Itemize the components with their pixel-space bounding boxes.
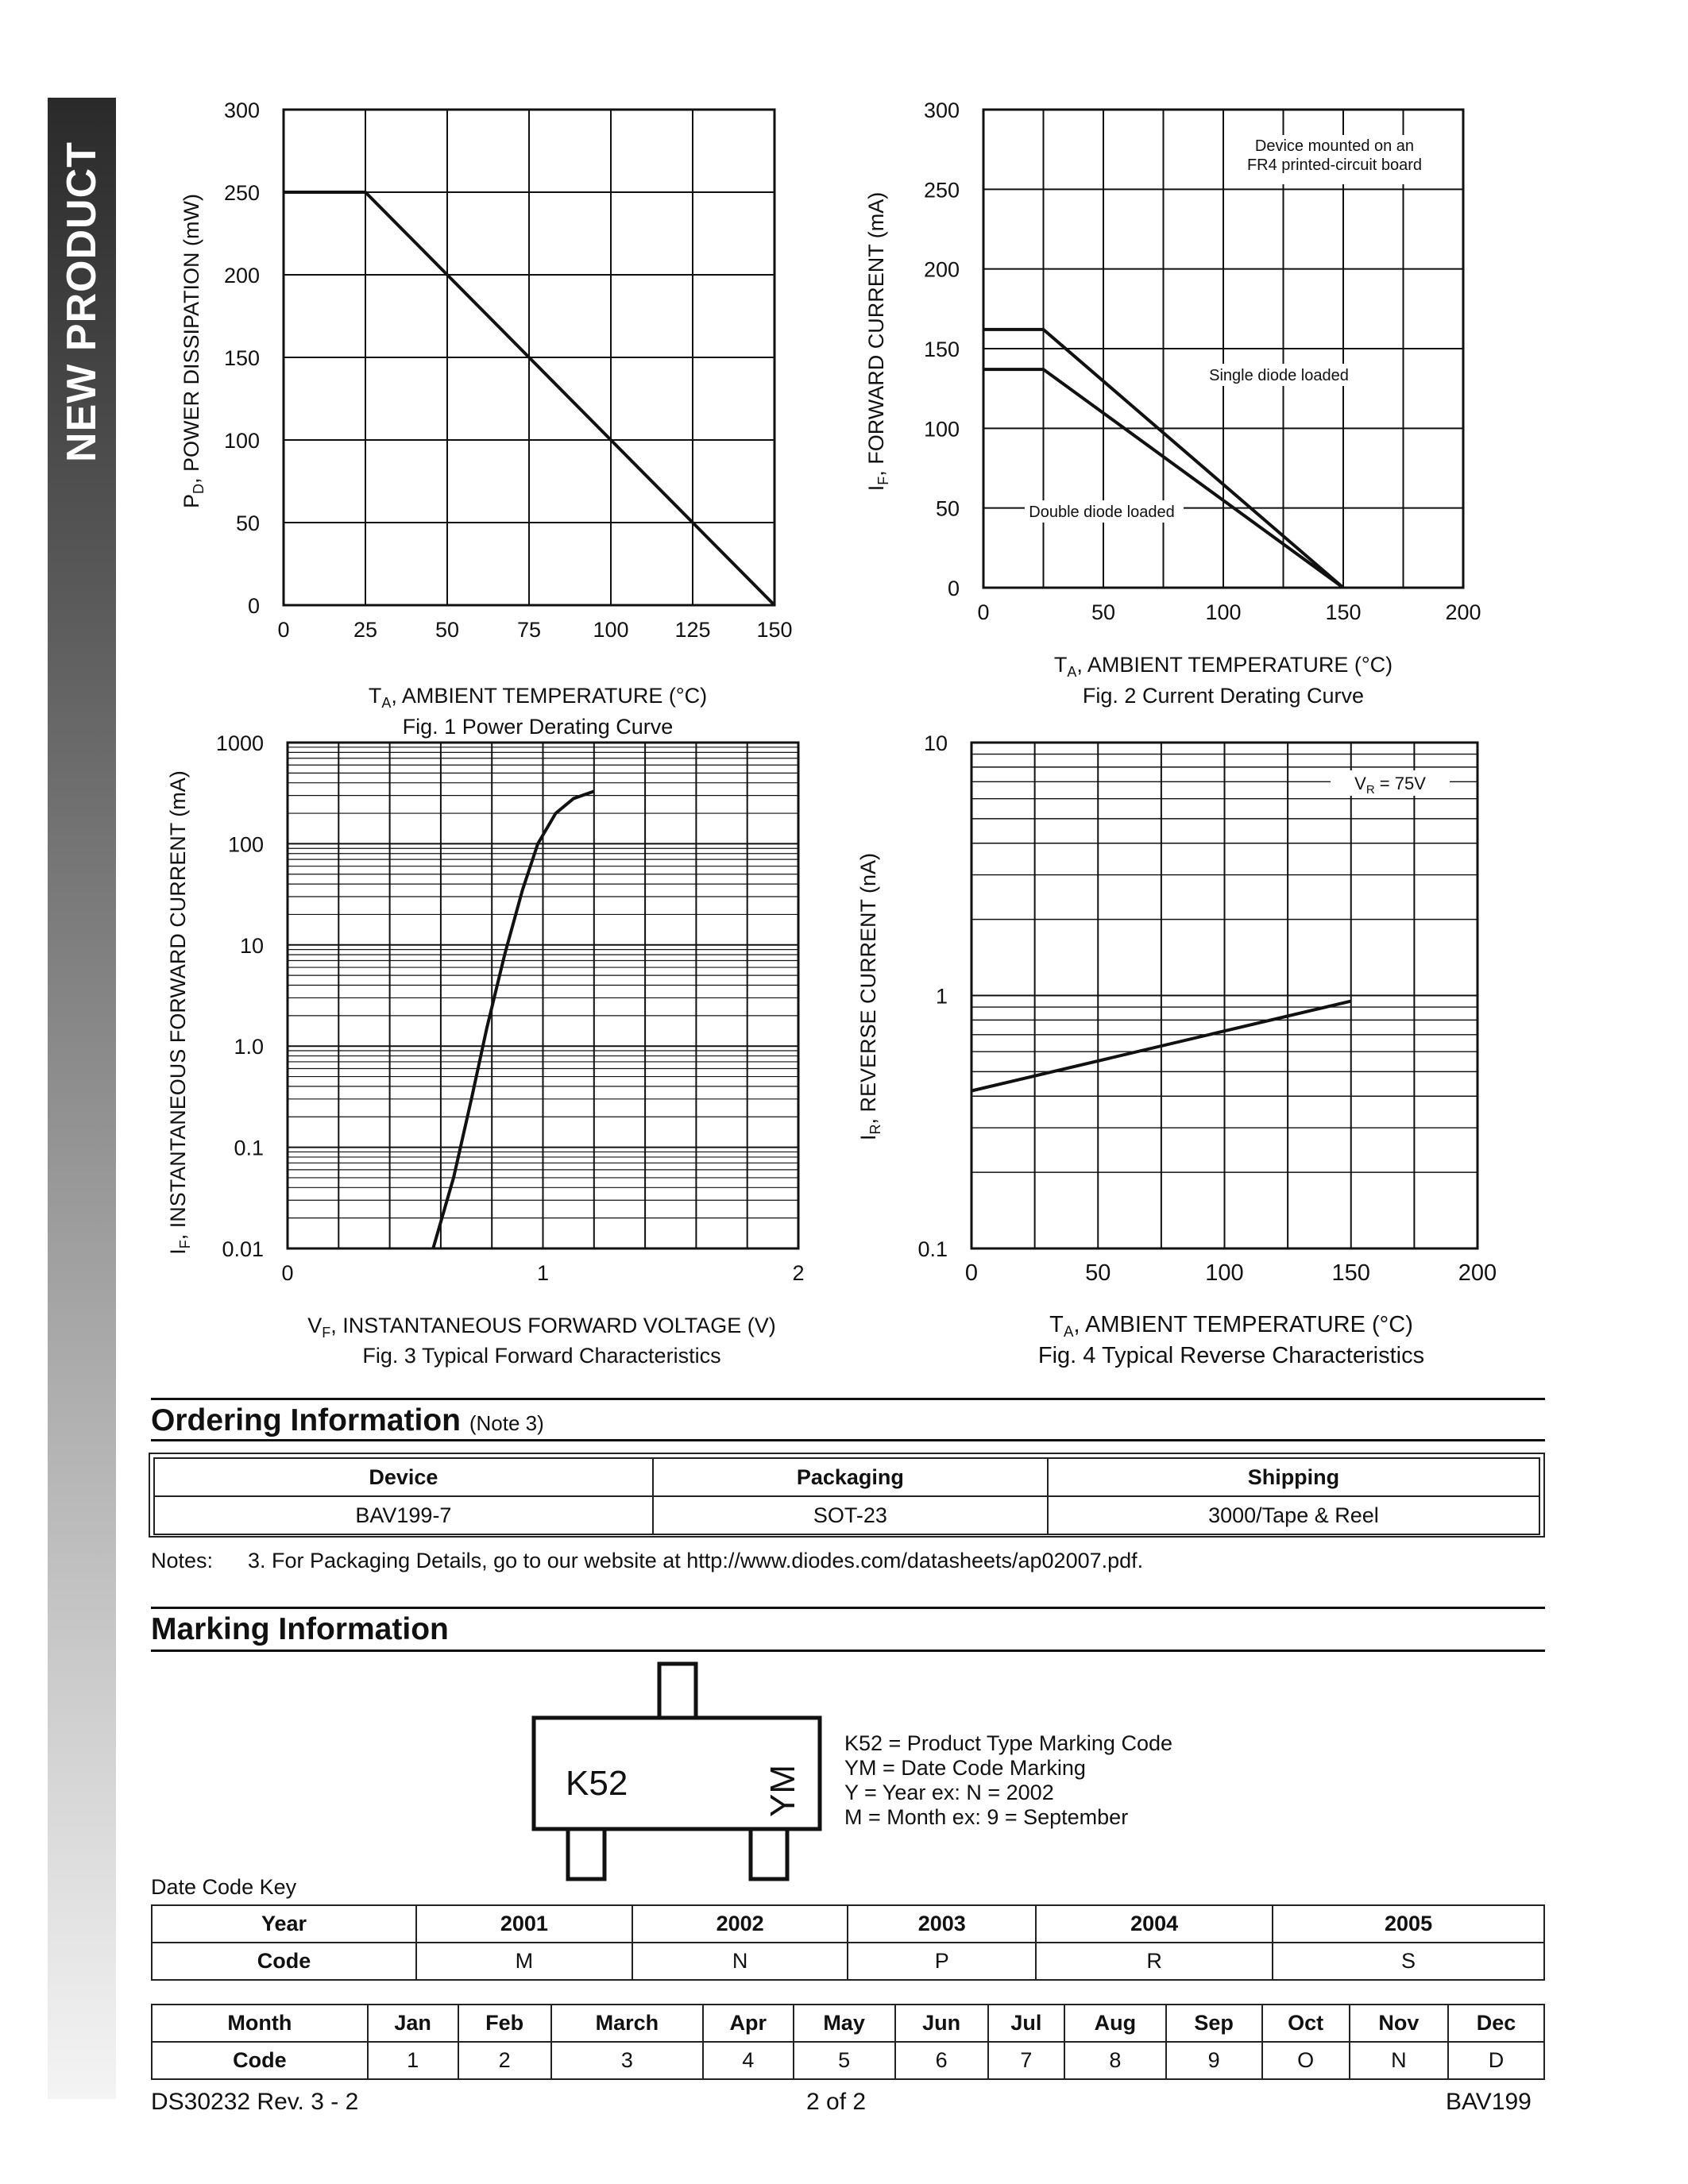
year-code-cell: R: [1036, 1943, 1273, 1980]
month-row-label: Month: [152, 2005, 368, 2042]
year-code-cell: P: [848, 1943, 1036, 1980]
sot23-package-diagram: [524, 1656, 834, 1894]
month-code-table: [151, 2004, 1545, 2080]
fig1-y-tick: 50: [235, 511, 260, 535]
fig3-y-tick: 0.1: [234, 1136, 264, 1160]
package-date-code: YM: [763, 1765, 802, 1817]
ordering-table-frame: [149, 1453, 1545, 1538]
year-cell: 2002: [632, 1905, 848, 1943]
fig1-y-axis-label: $P_D$, POWER DISSIPATION (mW): [180, 193, 207, 509]
month-code-cell: D: [1448, 2042, 1544, 2079]
fig1-y-tick: 200: [223, 264, 260, 287]
ordering-header-device: Device: [154, 1458, 653, 1496]
package-top-lead: [659, 1664, 696, 1718]
fig1-y-tick: 150: [223, 346, 260, 370]
fig2-annotation-double: Double diode loaded: [1029, 504, 1175, 521]
ordering-top-rule: [151, 1398, 1545, 1400]
fig2-current-derating-chart: [818, 0, 1688, 739]
fig3-y-tick: 0.01: [222, 1237, 264, 1261]
fig3-y-tick: 1000: [215, 731, 264, 755]
fig2-annotation-single: Single diode loaded: [1209, 367, 1349, 384]
marking-bottom-rule: [151, 1650, 1545, 1652]
ordering-header-row: [154, 1458, 1539, 1496]
month-cell: Dec: [1448, 2005, 1544, 2042]
ordering-device: BAV199-7: [154, 1496, 653, 1534]
month-code-cell: N: [1350, 2042, 1448, 2079]
marking-legend: [844, 1731, 1172, 1830]
fig2-y-tick: 0: [947, 577, 960, 600]
ordering-packaging: SOT-23: [653, 1496, 1048, 1534]
month-code-cell: 1: [368, 2042, 458, 2079]
fig4-x-tick: 150: [1331, 1260, 1370, 1286]
fig2-y-tick: 150: [923, 338, 960, 361]
month-code-cell: 7: [988, 2042, 1064, 2079]
package-marking-code: K52: [566, 1764, 628, 1803]
month-code-cell: O: [1262, 2042, 1350, 2079]
fig1-power-derating-chart: [0, 0, 818, 739]
fig2-x-tick: 0: [977, 600, 990, 624]
month-code-cell: 9: [1166, 2042, 1262, 2079]
ordering-header-packaging: Packaging: [653, 1458, 1048, 1496]
legend-ym: YM = Date Code Marking: [844, 1756, 1086, 1780]
marking-title: Marking Information: [151, 1612, 449, 1646]
year-code-table: [151, 1904, 1545, 1981]
fig2-y-tick: 50: [935, 496, 960, 521]
fig4-x-tick: 200: [1458, 1260, 1497, 1286]
fig2-caption: Fig. 2 Current Derating Curve: [1082, 684, 1365, 708]
footer-page-number: 2 of 2: [806, 2089, 867, 2115]
fig2-annotation-board-2: FR4 printed-circuit board: [1246, 156, 1423, 174]
fig1-y-tick: 0: [247, 594, 260, 618]
ordering-note-ref: (Note 3): [469, 1411, 544, 1435]
ordering-data-row: [154, 1496, 1539, 1534]
fig2-y-tick: 300: [923, 98, 960, 122]
month-cell: Nov: [1350, 2005, 1448, 2042]
fig4-reverse-characteristics-chart: [818, 731, 1688, 1382]
fig1-y-tick: 100: [223, 429, 260, 453]
fig2-x-axis-label: $T_A$, AMBIENT TEMPERATURE (°C): [1053, 653, 1393, 680]
fig4-annotation-vr: $V_R = 75V$: [1354, 774, 1426, 797]
fig3-y-tick: 1.0: [234, 1035, 264, 1059]
package-right-lead: [751, 1827, 787, 1879]
legend-month: M = Month ex: 9 = September: [844, 1805, 1129, 1829]
month-code-cell: 6: [895, 2042, 988, 2079]
fig2-x-tick: 150: [1325, 600, 1362, 624]
ordering-table: [153, 1457, 1540, 1535]
date-code-key-label: Date Code Key: [151, 1875, 297, 1899]
fig2-x-tick: 100: [1205, 600, 1242, 624]
year-cell: 2003: [848, 1905, 1036, 1943]
fig1-x-tick: 25: [353, 618, 378, 642]
fig3-forward-characteristics-chart: [0, 731, 818, 1382]
month-cell: Oct: [1262, 2005, 1350, 2042]
ordering-bottom-rule: [151, 1439, 1545, 1441]
ordering-header-shipping: Shipping: [1048, 1458, 1539, 1496]
fig3-x-tick: 2: [792, 1261, 805, 1285]
month-code-row-label: Code: [152, 2042, 368, 2079]
month-cell: March: [551, 2005, 703, 2042]
fig2-annotation-board-1: Device mounted on an: [1254, 137, 1415, 155]
marking-top-rule: [151, 1607, 1545, 1609]
fig4-x-axis-label: $T_A$, AMBIENT TEMPERATURE (°C): [1049, 1312, 1413, 1341]
fig2-y-tick: 100: [923, 417, 960, 442]
month-cell: Aug: [1064, 2005, 1166, 2042]
fig4-y-tick: 10: [923, 731, 948, 755]
note-3: 3. For Packaging Details, go to our website at http://www.diodes.com/datasheets/ap02007.pdf.: [248, 1549, 1144, 1572]
year-code-cell: M: [416, 1943, 632, 1980]
fig3-caption: Fig. 3 Typical Forward Characteristics: [362, 1344, 721, 1368]
fig1-y-tick: 300: [223, 98, 260, 122]
month-code-cell: 3: [551, 2042, 703, 2079]
fig1-x-tick: 75: [516, 618, 542, 642]
fig1-y-tick: 250: [223, 181, 260, 205]
year-cell: 2004: [1036, 1905, 1273, 1943]
fig2-y-tick: 250: [923, 178, 960, 203]
fig2-y-axis-label: $I_F$, FORWARD CURRENT (mA): [864, 191, 891, 492]
year-row-label: Year: [152, 1905, 416, 1943]
fig3-x-axis-label: $V_F$, INSTANTANEOUS FORWARD VOLTAGE (V): [307, 1314, 776, 1341]
year-code-row-label: Code: [152, 1943, 416, 1980]
month-cell: Jan: [368, 2005, 458, 2042]
month-code-cell: 5: [794, 2042, 895, 2079]
fig1-x-tick: 0: [277, 618, 290, 642]
month-cell: Feb: [458, 2005, 551, 2042]
fig3-y-tick: 10: [239, 933, 264, 958]
month-row: [152, 2005, 1544, 2042]
fig2-x-tick: 50: [1091, 600, 1116, 624]
fig4-x-tick: 100: [1205, 1260, 1244, 1286]
month-code-row: [152, 2042, 1544, 2079]
fig1-x-axis-label: $T_A$, AMBIENT TEMPERATURE (°C): [368, 684, 708, 711]
year-code-cell: N: [632, 1943, 848, 1980]
year-code-row: [152, 1943, 1544, 1980]
fig3-x-tick: 0: [281, 1261, 294, 1285]
month-cell: Sep: [1166, 2005, 1262, 2042]
year-cell: 2005: [1273, 1905, 1544, 1943]
footer-doc-id: DS30232 Rev. 3 - 2: [151, 2089, 359, 2115]
year-cell: 2001: [416, 1905, 632, 1943]
year-code-cell: S: [1273, 1943, 1544, 1980]
fig4-x-tick: 50: [1085, 1260, 1111, 1286]
footer-part-number: BAV199: [1446, 2089, 1532, 2115]
fig4-x-tick: 0: [964, 1260, 979, 1286]
month-cell: Jul: [988, 2005, 1064, 2042]
fig3-y-tick: 100: [227, 832, 264, 857]
month-cell: Apr: [703, 2005, 794, 2042]
legend-year: Y = Year ex: N = 2002: [844, 1781, 1054, 1804]
fig3-x-tick: 1: [536, 1261, 550, 1285]
month-code-cell: 8: [1064, 2042, 1166, 2079]
legend-k52: K52 = Product Type Marking Code: [844, 1731, 1172, 1755]
fig2-y-tick: 200: [923, 257, 960, 282]
fig1-x-tick: 125: [674, 618, 711, 642]
new-product-label: NEW PRODUCT: [59, 141, 105, 462]
fig4-caption: Fig. 4 Typical Reverse Characteristics: [1037, 1343, 1425, 1368]
fig4-y-axis-label: $I_R$, REVERSE CURRENT (nA): [856, 852, 883, 1141]
fig1-x-tick: 50: [435, 618, 460, 642]
fig1-x-tick: 100: [593, 618, 629, 642]
fig4-y-tick: 1: [935, 984, 948, 1009]
notes-label: Notes:: [151, 1549, 214, 1572]
fig4-y-tick: 0.1: [917, 1237, 948, 1261]
month-cell: Jun: [895, 2005, 988, 2042]
month-code-cell: 4: [703, 2042, 794, 2079]
fig1-caption: Fig. 1 Power Derating Curve: [402, 715, 674, 739]
year-row: [152, 1905, 1544, 1943]
month-cell: May: [794, 2005, 895, 2042]
ordering-shipping: 3000/Tape & Reel: [1048, 1496, 1539, 1534]
fig1-x-tick: 150: [756, 618, 793, 642]
month-code-cell: 2: [458, 2042, 551, 2079]
fig3-y-axis-label: $I_F$, INSTANTANEOUS FORWARD CURRENT (mA): [166, 770, 193, 1255]
package-left-lead: [568, 1827, 605, 1879]
fig2-x-tick: 200: [1445, 600, 1481, 624]
ordering-title: Ordering Information (Note 3): [151, 1403, 544, 1437]
